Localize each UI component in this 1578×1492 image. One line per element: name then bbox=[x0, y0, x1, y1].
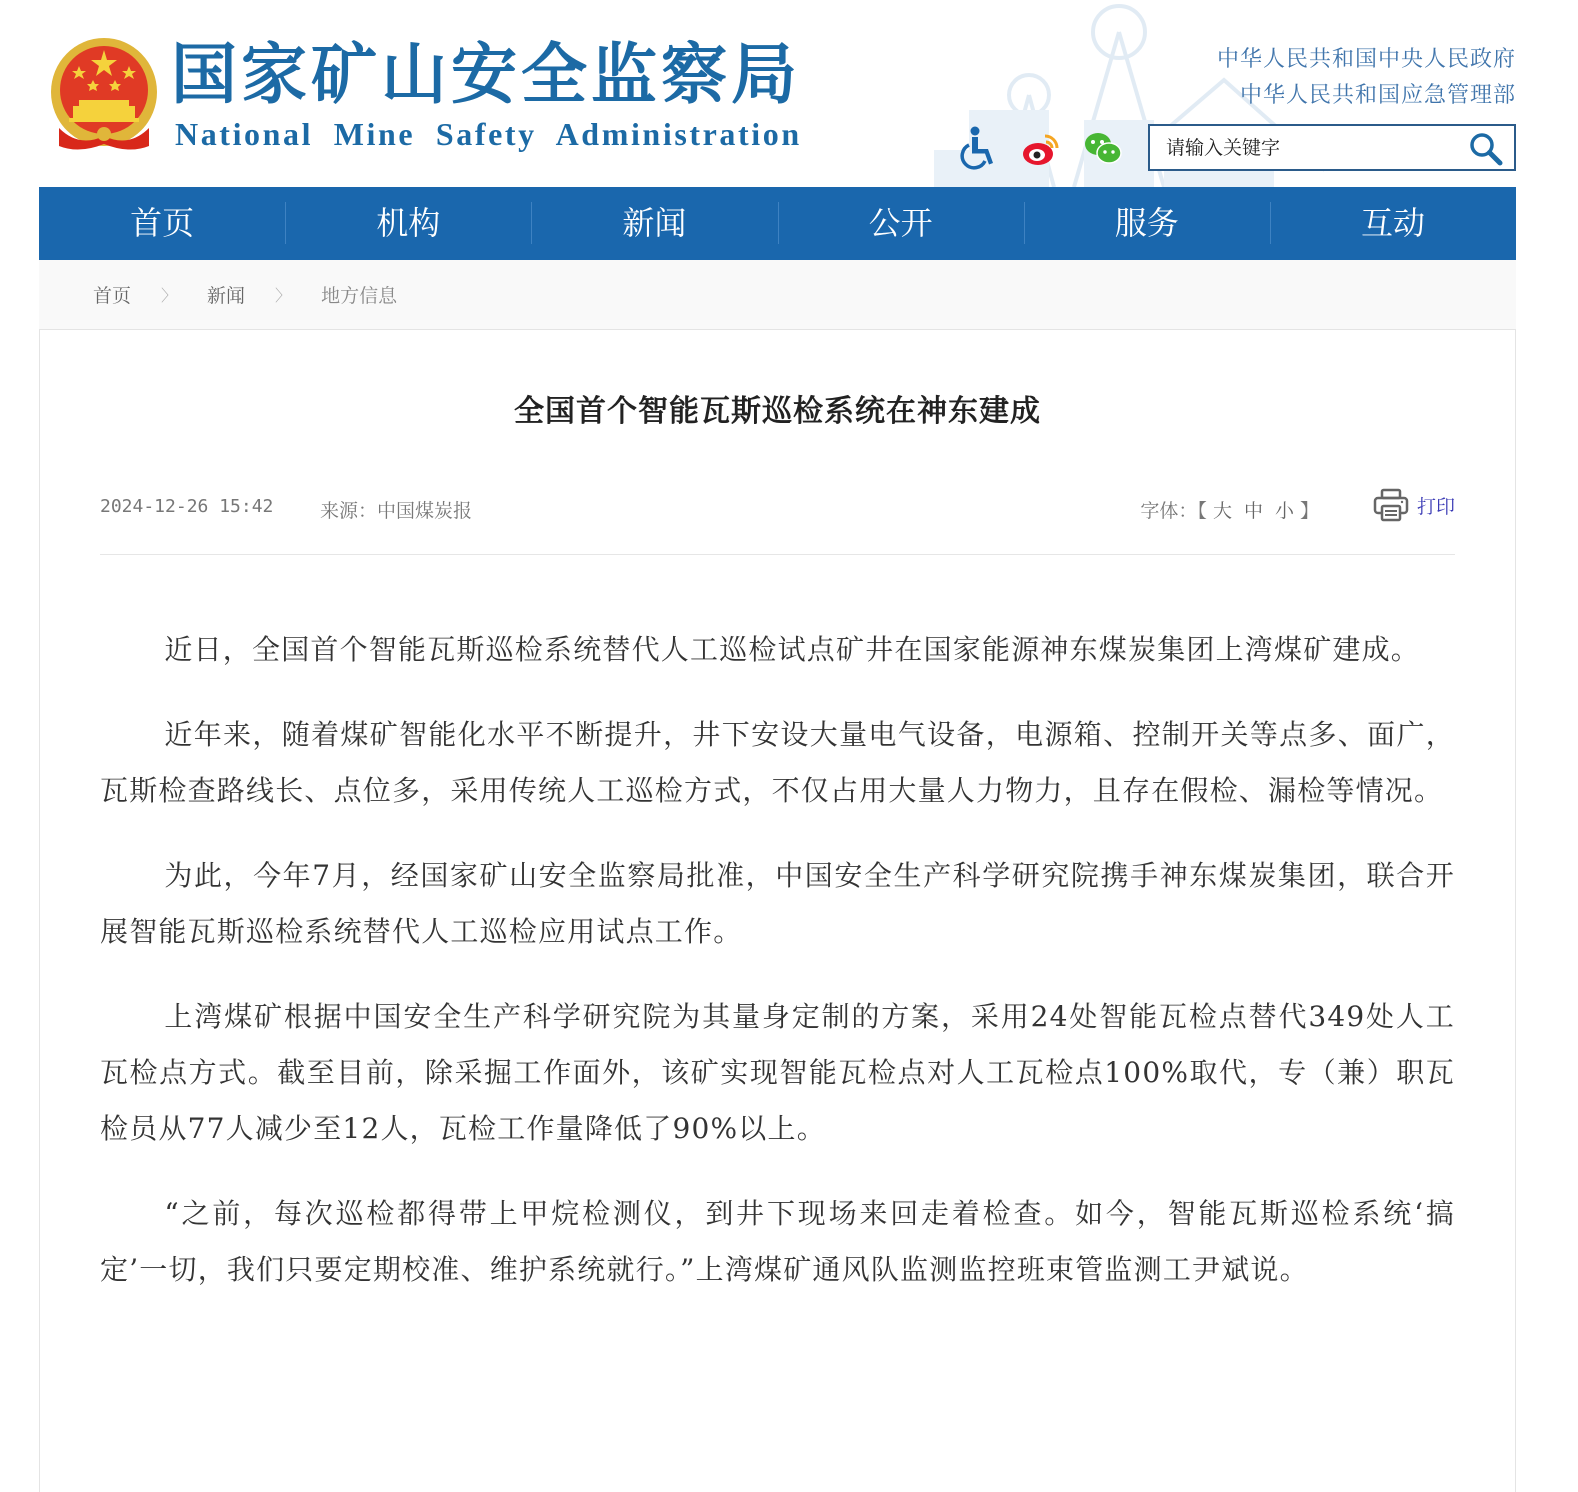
nav-item-interaction[interactable]: 互动 bbox=[1270, 187, 1516, 260]
site-name-cn: 国家矿山安全监察局 bbox=[171, 35, 801, 113]
article-paragraph: “之前，每次巡检都得带上甲烷检测仪，到井下现场来回走着检查。如今，智能瓦斯巡检系统‘搞定’一切，我们只要定期校准、维护系统就行。”上湾煤矿通风队监测监控班束管监测工尹斌说。 bbox=[100, 1197, 1455, 1286]
chevron-right-icon: 〉 bbox=[161, 286, 178, 305]
bracket-open: 【 bbox=[1197, 500, 1207, 522]
print-button[interactable] bbox=[1373, 488, 1455, 522]
breadcrumb-home[interactable]: 首页 bbox=[93, 285, 132, 307]
search-icon bbox=[1468, 131, 1504, 167]
nav-item-home[interactable]: 首页 bbox=[130, 204, 195, 242]
font-size-controls bbox=[1140, 496, 1319, 523]
weibo-icon[interactable] bbox=[1021, 126, 1061, 170]
breadcrumb-local-info[interactable]: 地方信息 bbox=[321, 285, 398, 307]
meta-divider bbox=[100, 554, 1455, 555]
article-meta bbox=[100, 496, 1455, 526]
print-label: 打印 bbox=[1416, 495, 1455, 518]
publish-date: 2024-12-26 15:42 bbox=[100, 496, 274, 517]
national-emblem-icon bbox=[49, 36, 159, 154]
site-header bbox=[39, 0, 1516, 187]
gov-links bbox=[1217, 42, 1516, 114]
wechat-icon[interactable] bbox=[1083, 126, 1123, 170]
nav-item-organization[interactable]: 机构 bbox=[285, 187, 531, 260]
page bbox=[39, 0, 1516, 1286]
social-icons bbox=[959, 126, 1123, 170]
article-body bbox=[100, 622, 1455, 1327]
breadcrumb-news[interactable]: 新闻 bbox=[207, 285, 246, 307]
article-paragraph: 上湾煤矿根据中国安全生产科学研究院为其量身定制的方案，采用24处智能瓦检点替代349处人工瓦检点方式。截至目前，除采掘工作面外，该矿实现智能瓦检点对人工瓦检点100%取代，专（兼）职瓦检员从77人减少至12人，瓦检工作量降低了90%以上。 bbox=[100, 1000, 1455, 1145]
article-paragraph: 近日，全国首个智能瓦斯巡检系统替代人工巡检试点矿井在国家能源神东煤炭集团上湾煤矿建成。 bbox=[164, 633, 1420, 666]
main-nav bbox=[39, 187, 1516, 260]
breadcrumb bbox=[39, 260, 1516, 330]
article-container bbox=[39, 330, 1516, 1492]
bracket-close: 】 bbox=[1299, 500, 1319, 522]
chevron-right-icon: 〉 bbox=[275, 286, 292, 305]
font-size-large[interactable]: 大 bbox=[1212, 500, 1232, 522]
site-name-en: National Mine Safety Administration bbox=[175, 116, 802, 152]
printer-icon bbox=[1373, 488, 1409, 522]
article-paragraph: 近年来，随着煤矿智能化水平不断提升，井下安设大量电气设备，电源箱、控制开关等点多、面广，瓦斯检查路线长、点位多，采用传统人工巡检方式，不仅占用大量人力物力，且存在假检、漏检等情况。 bbox=[100, 718, 1455, 807]
search-button[interactable] bbox=[1468, 131, 1504, 167]
nav-item-public[interactable]: 公开 bbox=[778, 187, 1024, 260]
accessibility-icon[interactable] bbox=[959, 126, 999, 170]
nav-item-services[interactable]: 服务 bbox=[1024, 187, 1270, 260]
article-paragraph: 为此，今年7月，经国家矿山安全监察局批准，中国安全生产科学研究院携手神东煤炭集团，联合开展智能瓦斯巡检系统替代人工巡检应用试点工作。 bbox=[100, 859, 1455, 948]
nav-item-news[interactable]: 新闻 bbox=[531, 187, 777, 260]
search-box bbox=[1148, 124, 1516, 171]
link-central-government[interactable]: 中华人民共和国中央人民政府 bbox=[1216, 47, 1516, 72]
article-source: 来源：中国煤炭报 bbox=[320, 500, 473, 522]
link-emergency-ministry[interactable]: 中华人民共和国应急管理部 bbox=[1239, 83, 1516, 108]
font-size-label: 字体： bbox=[1140, 500, 1198, 522]
article-title: 全国首个智能瓦斯巡检系统在神东建成 bbox=[514, 394, 1041, 429]
font-size-medium[interactable]: 中 bbox=[1243, 500, 1263, 522]
search-input[interactable] bbox=[1166, 134, 1456, 162]
font-size-small[interactable]: 小 bbox=[1274, 500, 1294, 522]
